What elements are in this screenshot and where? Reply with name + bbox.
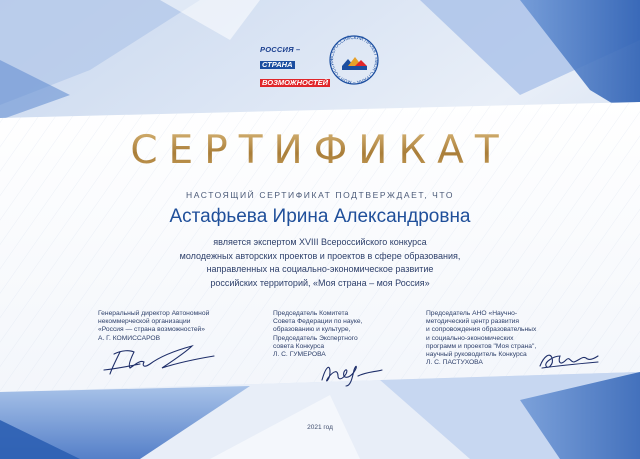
- certificate-body: [140, 236, 500, 290]
- signatory-gumerova: Председатель Комитета Совета Федерации по науке, образованию и культуре, Председатель Экспертного совета Конкурса Л. С. ГУМЕРОВА: [273, 310, 363, 359]
- houses-icon: [342, 57, 367, 70]
- logo-russia-land-of-opportunity: РОССИЯ – СТРАНА ВОЗМОЖНОСТЕЙ: [260, 45, 328, 87]
- signatory-komissarov: Генеральный директор Автономной некоммерческой организации «Россия — страна возможностей» А. Г. КОМИССАРОВ: [98, 310, 210, 342]
- logo-my-country-my-russia: [328, 34, 380, 86]
- logo-ring-text: ВСЕРОССИЙСКИЙ ПРОЕКТ «МОЯ СТРАНА – МОЯ РОССИЯ: [328, 34, 380, 86]
- certificate-year: 2021 год: [307, 424, 333, 431]
- certificate-subtitle: НАСТОЯЩИЙ СЕРТИФИКАТ ПОДТВЕРЖДАЕТ, ЧТО: [185, 190, 455, 200]
- certificate-title: СЕРТИФИКАТ: [0, 128, 640, 174]
- body-line: является экспертом XVIII Всероссийского конкурса: [213, 237, 427, 247]
- body-line: российских территорий, «Моя страна – моя Россия»: [210, 277, 430, 288]
- body-line: молодежных авторских проектов и проектов в сфере образования,: [179, 250, 461, 261]
- body-line: направленных на социально-экономическое развитие: [206, 264, 434, 274]
- signature-pastukhova: [536, 344, 602, 374]
- recipient-name: Астафьева Ирина Александровна: [169, 206, 471, 227]
- signature-komissarov: [100, 338, 220, 378]
- signatory-pastukhova: Председатель АНО «Научно- методический центр развития и сопровождения образовательных и социально-экономических программ и проектов "Моя страна", научный руководитель Конкурса Л. С. ПАСТУХОВА: [426, 310, 537, 367]
- signature-gumerova: [316, 358, 386, 388]
